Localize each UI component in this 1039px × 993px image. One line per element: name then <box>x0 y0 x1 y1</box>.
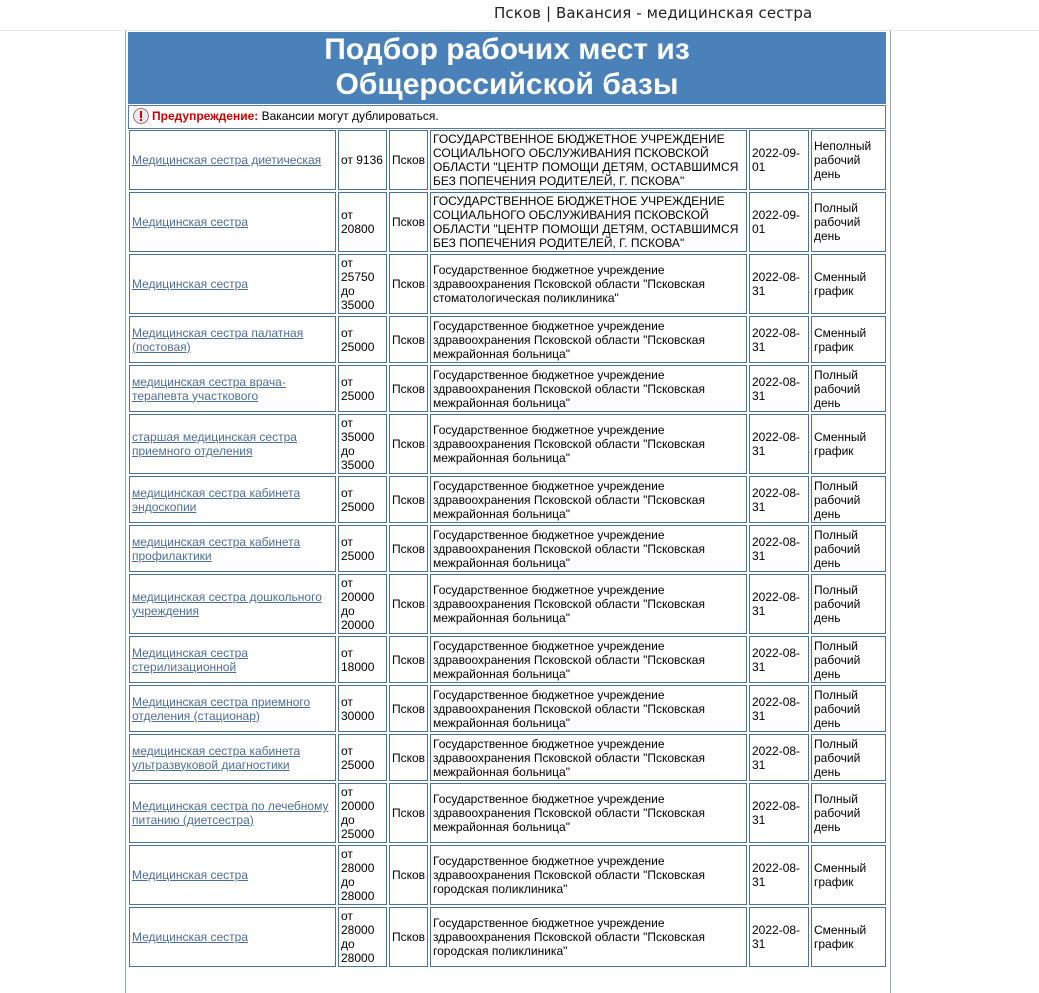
schedule-cell: Полный рабочий день <box>811 636 886 683</box>
employer-cell: Государственное бюджетное учреждение здравоохранения Псковской области "Псковская городская поликлиника" <box>430 907 747 967</box>
schedule-cell: Полный рабочий день <box>811 574 886 634</box>
table-row <box>129 476 886 523</box>
date-cell: 2022-08-31 <box>749 783 809 843</box>
schedule-cell: Сменный график <box>811 907 886 967</box>
schedule-cell: Полный рабочий день <box>811 783 886 843</box>
date-cell: 2022-08-31 <box>749 525 809 572</box>
vacancy-link[interactable]: Медицинская сестра <box>132 277 248 291</box>
vacancy-link[interactable]: Медицинская сестра <box>132 868 248 882</box>
city-cell: Псков <box>389 525 428 572</box>
vacancy-title-cell <box>129 845 336 905</box>
vacancy-link[interactable]: Медицинская сестра <box>132 930 248 944</box>
city-cell: Псков <box>389 316 428 363</box>
vacancy-link[interactable]: Медицинская сестра палатная (постовая) <box>132 325 304 354</box>
salary-cell: от 28000 до 28000 <box>338 907 387 967</box>
vacancy-title-cell <box>129 192 336 252</box>
vacancy-link[interactable]: Медицинская сестра стерилизационной <box>132 645 248 674</box>
city-cell: Псков <box>389 254 428 314</box>
salary-cell: от 20800 <box>338 192 387 252</box>
employer-cell: Государственное бюджетное учреждение здравоохранения Псковской области "Псковская стоматологическая поликлиника" <box>430 254 747 314</box>
date-cell: 2022-08-31 <box>749 845 809 905</box>
vacancy-title-cell <box>129 907 336 967</box>
schedule-cell: Сменный график <box>811 414 886 474</box>
page-header <box>128 32 886 104</box>
city-cell: Псков <box>389 783 428 843</box>
vacancy-link[interactable]: Медицинская сестра диетическая <box>132 153 322 167</box>
vacancy-link[interactable]: медицинская сестра кабинета ультразвуковой диагностики <box>132 743 301 772</box>
vacancy-title-cell <box>129 636 336 683</box>
salary-cell: от 18000 <box>338 636 387 683</box>
table-row <box>129 365 886 412</box>
city-cell: Псков <box>389 734 428 781</box>
vacancy-title-cell <box>129 365 336 412</box>
employer-cell: Государственное бюджетное учреждение здравоохранения Псковской области "Псковская межрайонная больница" <box>430 783 747 843</box>
date-cell: 2022-08-31 <box>749 734 809 781</box>
salary-cell: от 20000 до 20000 <box>338 574 387 634</box>
vacancy-link[interactable]: Медицинская сестра <box>132 215 248 229</box>
vacancy-title-cell <box>129 685 336 732</box>
schedule-cell: Полный рабочий день <box>811 365 886 412</box>
date-cell: 2022-08-31 <box>749 476 809 523</box>
table-row <box>129 414 886 474</box>
employer-cell: Государственное бюджетное учреждение здравоохранения Псковской области "Псковская межрайонная больница" <box>430 734 747 781</box>
salary-cell: от 25000 <box>338 734 387 781</box>
employer-cell: Государственное бюджетное учреждение здравоохранения Псковской области "Псковская межрайонная больница" <box>430 365 747 412</box>
vacancy-title-cell <box>129 130 336 190</box>
city-cell: Псков <box>389 130 428 190</box>
vacancy-link[interactable]: Медицинская сестра приемного отделения (стационар) <box>132 694 311 723</box>
salary-cell: от 25000 <box>338 365 387 412</box>
vacancy-title-cell <box>129 734 336 781</box>
vacancy-title-cell <box>129 783 336 843</box>
browser-tab-bar <box>0 0 1039 31</box>
date-cell: 2022-08-31 <box>749 636 809 683</box>
schedule-cell: Сменный график <box>811 316 886 363</box>
salary-cell: от 28000 до 28000 <box>338 845 387 905</box>
date-cell: 2022-08-31 <box>749 254 809 314</box>
vacancy-title-cell <box>129 316 336 363</box>
table-row <box>129 574 886 634</box>
header-line-2: Общероссийской базы <box>335 68 679 101</box>
vacancy-title-cell <box>129 254 336 314</box>
city-cell: Псков <box>389 685 428 732</box>
schedule-cell: Полный рабочий день <box>811 192 886 252</box>
table-row <box>129 316 886 363</box>
city-cell: Псков <box>389 476 428 523</box>
salary-cell: от 20000 до 25000 <box>338 783 387 843</box>
city-cell: Псков <box>389 636 428 683</box>
table-row <box>129 783 886 843</box>
browser-tab-title[interactable]: Псков | Вакансия - медицинская сестра <box>494 4 813 22</box>
salary-cell: от 25000 <box>338 316 387 363</box>
schedule-cell: Полный рабочий день <box>811 685 886 732</box>
schedule-cell: Неполный рабочий день <box>811 130 886 190</box>
table-row <box>129 907 886 967</box>
date-cell: 2022-08-31 <box>749 365 809 412</box>
table-row <box>129 254 886 314</box>
date-cell: 2022-09-01 <box>749 130 809 190</box>
vacancy-title-cell <box>129 525 336 572</box>
date-cell: 2022-08-31 <box>749 685 809 732</box>
vacancy-link[interactable]: медицинская сестра кабинета эндоскопии <box>132 485 301 514</box>
header-line-1: Подбор рабочих мест из <box>324 33 690 66</box>
vacancy-title-cell <box>129 414 336 474</box>
city-cell: Псков <box>389 845 428 905</box>
date-cell: 2022-09-01 <box>749 192 809 252</box>
employer-cell: Государственное бюджетное учреждение здравоохранения Псковской области "Псковская городская поликлиника" <box>430 845 747 905</box>
vacancy-link[interactable]: медицинская сестра кабинета профилактики <box>132 534 301 563</box>
employer-cell: ГОСУДАРСТВЕННОЕ БЮДЖЕТНОЕ УЧРЕЖДЕНИЕ СОЦИАЛЬНОГО ОБСЛУЖИВАНИЯ ПСКОВСКОЙ ОБЛАСТИ "ЦЕНТР ПОМОЩИ ДЕТЯМ, ОСТАВШИМСЯ БЕЗ ПОПЕЧЕНИЯ РОДИТЕЛЕЙ, Г. ПСКОВА" <box>430 192 747 252</box>
employer-cell: ГОСУДАРСТВЕННОЕ БЮДЖЕТНОЕ УЧРЕЖДЕНИЕ СОЦИАЛЬНОГО ОБСЛУЖИВАНИЯ ПСКОВСКОЙ ОБЛАСТИ "ЦЕНТР ПОМОЩИ ДЕТЯМ, ОСТАВШИМСЯ БЕЗ ПОПЕЧЕНИЯ РОДИТЕЛЕЙ, Г. ПСКОВА" <box>430 130 747 190</box>
vacancy-link[interactable]: медицинская сестра дошкольного учреждения <box>132 590 322 618</box>
vacancy-link[interactable]: старшая медицинская сестра приемного отделения <box>132 430 297 458</box>
date-cell: 2022-08-31 <box>749 907 809 967</box>
page-frame <box>125 31 891 993</box>
salary-cell: от 30000 <box>338 685 387 732</box>
employer-cell: Государственное бюджетное учреждение здравоохранения Псковской области "Псковская межрайонная больница" <box>430 476 747 523</box>
date-cell: 2022-08-31 <box>749 414 809 474</box>
date-cell: 2022-08-31 <box>749 574 809 634</box>
employer-cell: Государственное бюджетное учреждение здравоохранения Псковской области "Псковская межрайонная больница" <box>430 636 747 683</box>
schedule-cell: Полный рабочий день <box>811 734 886 781</box>
table-row <box>129 636 886 683</box>
warning-bar <box>128 105 886 129</box>
vacancy-title-cell <box>129 476 336 523</box>
vacancy-title-cell <box>129 574 336 634</box>
employer-cell: Государственное бюджетное учреждение здравоохранения Псковской области "Псковская межрайонная больница" <box>430 574 747 634</box>
warning-text: Вакансии могут дублироваться. <box>258 109 439 123</box>
salary-cell: от 25750 до 35000 <box>338 254 387 314</box>
table-row <box>129 845 886 905</box>
warning-label: Предупреждение: <box>152 109 259 123</box>
employer-cell: Государственное бюджетное учреждение здравоохранения Псковской области "Псковская межрайонная больница" <box>430 316 747 363</box>
city-cell: Псков <box>389 574 428 634</box>
employer-cell: Государственное бюджетное учреждение здравоохранения Псковской области "Псковская межрайонная больница" <box>430 525 747 572</box>
table-row <box>129 734 886 781</box>
city-cell: Псков <box>389 365 428 412</box>
table-row <box>129 130 886 190</box>
date-cell: 2022-08-31 <box>749 316 809 363</box>
schedule-cell: Полный рабочий день <box>811 525 886 572</box>
salary-cell: от 9136 <box>338 130 387 190</box>
table-row <box>129 525 886 572</box>
salary-cell: от 35000 до 35000 <box>338 414 387 474</box>
employer-cell: Государственное бюджетное учреждение здравоохранения Псковской области "Псковская межрайонная больница" <box>430 685 747 732</box>
city-cell: Псков <box>389 192 428 252</box>
table-row <box>129 192 886 252</box>
vacancy-link[interactable]: Медицинская сестра по лечебному питанию (диетсестра) <box>132 799 329 827</box>
schedule-cell: Полный рабочий день <box>811 476 886 523</box>
employer-cell: Государственное бюджетное учреждение здравоохранения Псковской области "Псковская межрайонная больница" <box>430 414 747 474</box>
salary-cell: от 25000 <box>338 476 387 523</box>
table-row <box>129 685 886 732</box>
schedule-cell: Сменный график <box>811 845 886 905</box>
city-cell: Псков <box>389 907 428 967</box>
vacancy-link[interactable]: медицинская сестра врача-терапевта участкового <box>132 374 286 403</box>
city-cell: Псков <box>389 414 428 474</box>
exclamation-icon <box>133 108 149 124</box>
schedule-cell: Сменный график <box>811 254 886 314</box>
salary-cell: от 25000 <box>338 525 387 572</box>
vacancy-table <box>127 128 888 969</box>
